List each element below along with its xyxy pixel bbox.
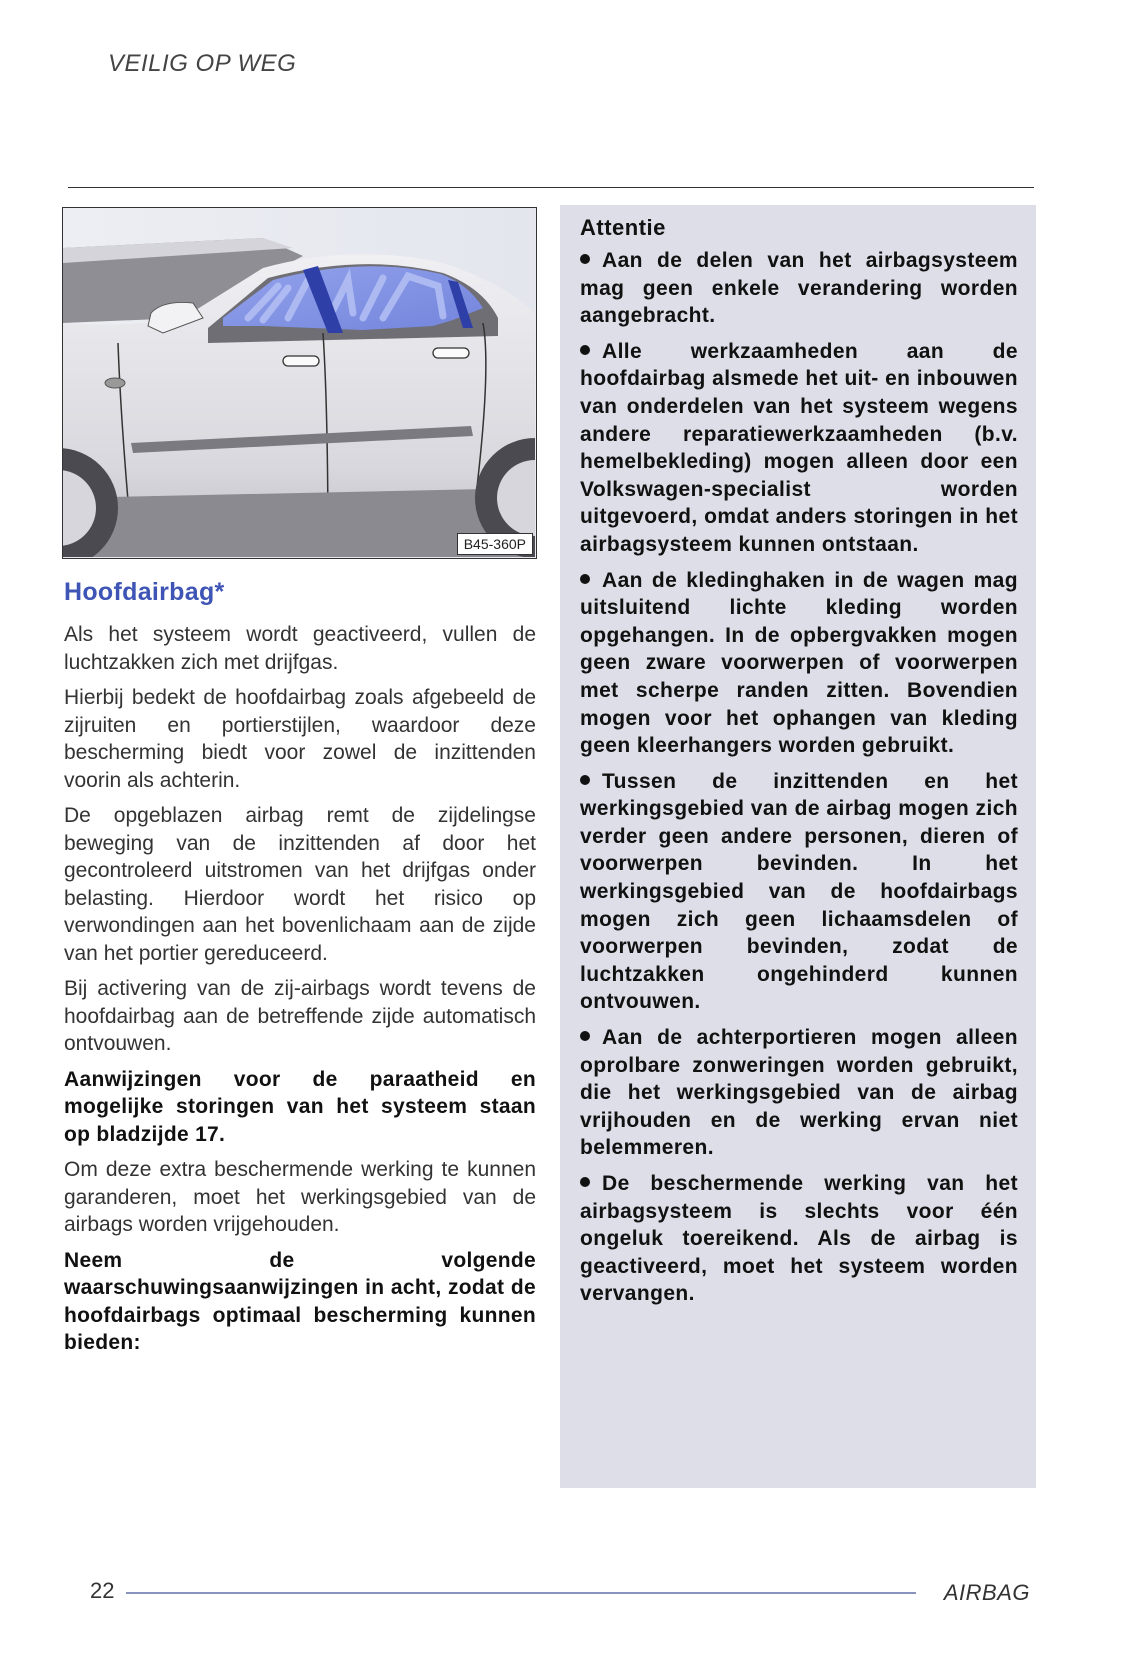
attention-item	[580, 338, 1018, 559]
paragraph: Om deze extra beschermende werking te kunnen garanderen, moet het werkingsgebied van de airbags worden vrijgehouden.	[64, 1158, 536, 1236]
page-footer	[90, 1578, 1030, 1608]
bullet-icon	[580, 345, 590, 355]
attention-item-text: De beschermende werking van het airbagsysteem is slechts voor één ongeluk toereikend. Als de airbag is geactiveerd, moet het systeem worden vervangen.	[580, 1172, 1018, 1306]
attention-item-text: Aan de kledinghaken in de wagen mag uitsluitend lichte kleding worden opgehangen. In de opbergvakken mogen geen zware voorwerpen of voorwerpen met scherpe randen zitten. Bovendien mogen voor het ophangen van kleding geen kleerhangers worden gebruikt.	[580, 568, 1018, 758]
attention-item	[580, 567, 1018, 760]
paragraph: Hierbij bedekt de hoofdairbag zoals afgebeeld de zijruiten en portierstijlen, waardoor deze bescherming biedt voor zowel de inzittenden voorin als achterin.	[64, 686, 536, 792]
bullet-icon	[580, 254, 590, 264]
car-illustration-graphic	[63, 208, 535, 557]
attention-item	[580, 768, 1018, 1016]
paragraph: Als het systeem wordt geactiveerd, vullen de luchtzakken zich met drijfgas.	[64, 623, 536, 674]
bullet-icon	[580, 1031, 590, 1041]
bullet-icon	[580, 574, 590, 584]
bold-note: Neem de volgende waarschuwingsaanwijzingen in acht, zodat de hoofdairbags optimaal bescherming kunnen bieden:	[64, 1248, 536, 1354]
bullet-icon	[580, 1177, 590, 1187]
page-number: 22	[90, 1578, 115, 1603]
bullet-icon	[580, 775, 590, 785]
bold-note: Aanwijzingen voor de paraatheid en mogelijke storingen van het systeem staan op bladzijde 17.	[64, 1067, 536, 1146]
running-head: VEILIG OP WEG	[108, 50, 297, 77]
attention-item	[580, 247, 1018, 330]
attention-item-text: Alle werkzaamheden aan de hoofdairbag alsmede het uit- en inbouwen van onderdelen van het systeem wegens andere reparatiewerkzaamheden (b.v. hemelbekleding) mogen alleen door een Volkswagen-specialist worden uitgevoerd, omdat anders storingen in het airbagsysteem kunnen ontstaan.	[580, 339, 1018, 556]
footer-rule	[126, 1592, 916, 1594]
attention-item-text: Aan de delen van het airbagsysteem mag geen enkele verandering worden aangebracht.	[580, 249, 1018, 328]
paragraph: De opgeblazen airbag remt de zijdelingse beweging van de inzittenden af door het gecontroleerd uitstromen van het drijfgas onder belasting. Hierdoor wordt het risico op verwondingen aan het bovenlichaam aan de zijde van het portier gereduceerd.	[64, 804, 536, 965]
attention-item-text: Tussen de inzittenden en het werkingsgebied van de airbag mogen zich verder geen andere personen, dieren of voorwerpen bevinden. In het werkingsgebied van de hoofdairbags mogen zich geen lichaamsdelen of voorwerpen bevinden, zodat de luchtzakken ongehinderd kunnen ontvouwen.	[580, 769, 1018, 1014]
attention-box	[560, 205, 1036, 1488]
left-column	[64, 578, 536, 1365]
attention-title: Attentie	[580, 215, 666, 240]
paragraph: Bij activering van de zij-airbags wordt tevens de hoofdairbag aan de betreffende zijde automatisch ontvouwen.	[64, 977, 536, 1055]
car-airbag-illustration	[62, 207, 537, 559]
figure-label: B45-360P	[457, 533, 533, 555]
attention-item	[580, 1170, 1018, 1308]
section-title: Hoofdairbag*	[64, 578, 225, 606]
attention-item-text: Aan de achterportieren mogen alleen oprolbare zonweringen worden gebruikt, die het werkingsgebied van de airbag vrijhouden en de werking ervan niet belemmeren.	[580, 1026, 1018, 1160]
attention-item	[580, 1024, 1018, 1162]
footer-section-title: AIRBAG	[943, 1580, 1030, 1605]
top-rule	[68, 187, 1034, 188]
